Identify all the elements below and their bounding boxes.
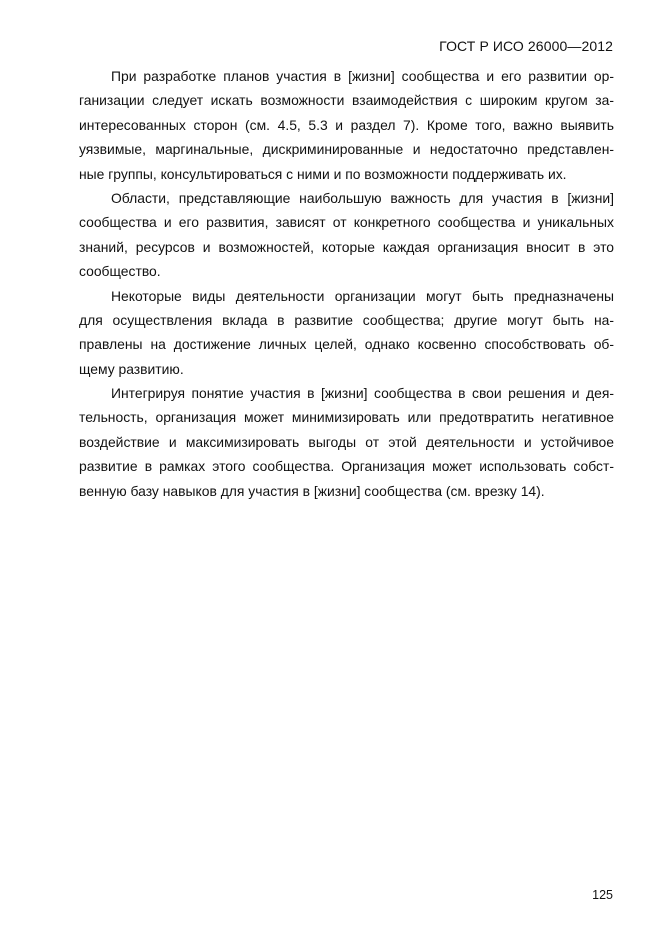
- text-line: тельность, организация может минимизировать или предотвратить негативное: [79, 409, 614, 426]
- text-line: сообщества и его развития, зависят от конкретного сообщества и уникальных: [79, 214, 614, 231]
- text-line: Области, представляющие наибольшую важность для участия в [жизни]: [111, 189, 614, 206]
- text-line: уязвимые, маргинальные, дискриминированные и недостаточно представлен-: [79, 141, 614, 158]
- document-body: [79, 64, 614, 503]
- paragraph-4: [79, 381, 614, 503]
- text-line: правлены на достижение личных целей, однако косвенно способствовать об-: [79, 336, 614, 353]
- text-line: интересованных сторон (см. 4.5, 5.3 и раздел 7). Кроме того, важно выявить: [79, 116, 614, 133]
- text-line: Некоторые виды деятельности организации могут быть предназначены: [111, 287, 614, 304]
- text-line: для осуществления вклада в развитие сообщества; другие могут быть на-: [79, 311, 614, 328]
- paragraph-2: [79, 186, 614, 284]
- text-line: венную базу навыков для участия в [жизни] сообщества (см. врезку 14).: [79, 482, 545, 499]
- text-line: щему развитию.: [79, 360, 184, 377]
- text-line: При разработке планов участия в [жизни] сообщества и его развитии ор-: [111, 68, 614, 84]
- text-line: ганизации следует искать возможности взаимодействия с широким кругом за-: [79, 92, 614, 109]
- text-line: воздействие и максимизировать выгоды от этой деятельности и устойчивое: [79, 433, 614, 450]
- paragraph-1: [79, 64, 614, 186]
- text-line: Интегрируя понятие участия в [жизни] сообщества в свои решения и дея-: [111, 385, 614, 402]
- text-line: ные группы, консультироваться с ними и по возможности поддерживать их.: [79, 165, 567, 182]
- text-line: знаний, ресурсов и возможностей, которые каждая организация вносит в это: [79, 238, 614, 255]
- text-line: сообщество.: [79, 263, 161, 280]
- paragraph-3: [79, 284, 614, 382]
- page-number: 125: [592, 888, 613, 902]
- document-header: ГОСТ Р ИСО 26000—2012: [439, 38, 613, 54]
- text-line: развитие в рамках этого сообщества. Организация может использовать собст-: [79, 458, 614, 475]
